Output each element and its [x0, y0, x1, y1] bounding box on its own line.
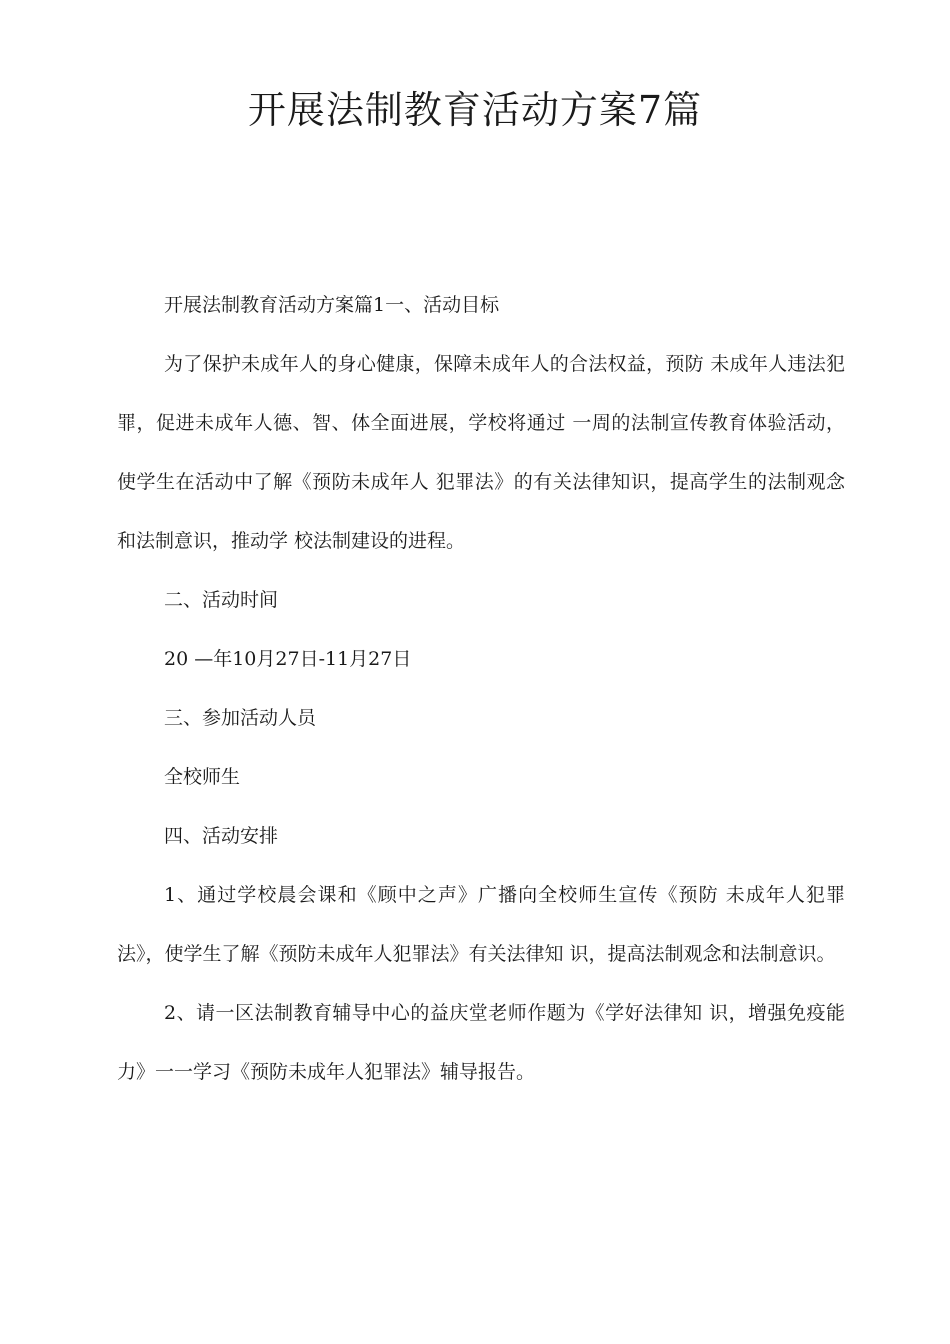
section-heading-time: 二、活动时间: [164, 589, 279, 611]
section-heading-goal: 开展法制教育活动方案篇1一、活动目标: [164, 294, 500, 316]
schedule-item-2: 2、请一区法制教育辅导中心的益庆堂老师作题为《学好法律知 识，增强免疫能力》一一学习《预防未成年人犯罪法》辅导报告。: [117, 1002, 845, 1083]
document-title: 开展法制教育活动方案7篇: [247, 88, 703, 132]
section-heading-schedule: 四、活动安排: [164, 825, 279, 847]
time-paragraph: 20 —年10月27日-11月27日: [164, 648, 412, 670]
document-body: [117, 276, 845, 1102]
schedule-item-1: 1、通过学校晨会课和《顾中之声》广播向全校师生宣传《预防 未成年人犯罪法》，使学生了解《预防未成年人犯罪法》有关法律知 识，提高法制观念和法制意识。: [117, 884, 845, 965]
goal-paragraph: 为了保护未成年人的身心健康，保障未成年人的合法权益，预防 未成年人违法犯罪，促进未成年人德、智、体全面进展，学校将通过 一周的法制宣传教育体验活动，使学生在活动中了解《预防未成年人 犯罪法》的有关法律知识，提高学生的法制观念和法制意识，推动学 校法制建设的进程。: [117, 353, 845, 552]
participants-paragraph: 全校师生: [164, 766, 241, 788]
section-heading-participants: 三、参加活动人员: [164, 707, 317, 729]
